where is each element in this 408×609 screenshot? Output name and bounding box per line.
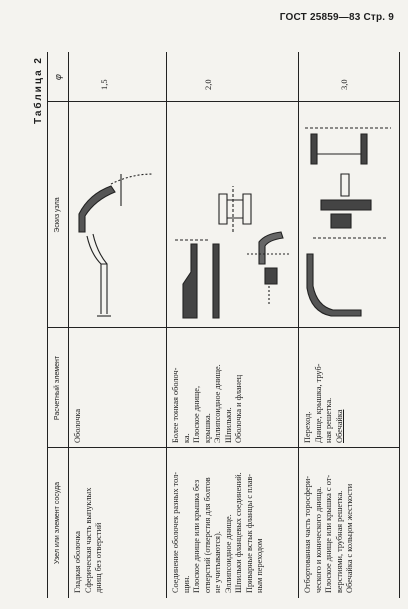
node-line: ческого и конического днища. [313, 486, 323, 593]
element-line: Днище, крышка, труб- [313, 363, 323, 443]
node-line: ным переходом [255, 538, 264, 593]
calc-element [299, 328, 345, 448]
node-line: Соединение оболочек разных тол- [171, 471, 180, 593]
element-line: ная решетка. [324, 397, 333, 443]
element-line: Эллипсоидное днище. [213, 364, 222, 443]
node-line: Приварные встык фланцы с плав- [244, 473, 254, 593]
element-line: Переход. [303, 411, 312, 443]
element-line: ка. [181, 433, 191, 443]
node-sketch-torospherical-head [301, 106, 395, 324]
node-sketch-smooth-shell [71, 106, 163, 324]
calc-element [167, 328, 245, 448]
node-line: Гладкая оболочка [73, 531, 82, 593]
node-line: Эллипсоидное днище. [223, 514, 233, 593]
node-line: Отбортованная часть торосфери- [303, 475, 312, 593]
table-row [167, 52, 298, 598]
element-line: крышка. [202, 413, 212, 443]
node-sketch-shell-joints [169, 106, 295, 324]
node-line: отверстий (отверстия для болтов [202, 477, 212, 593]
node-line: днищ без отверстий [94, 522, 103, 593]
table-row [299, 52, 399, 598]
phi-value: 1,5 [99, 79, 109, 90]
col-header-node: Узел или элемент сосуда [54, 481, 61, 565]
col-header-phi: φ [53, 74, 63, 80]
col-header-element: Расчетный элемент [54, 355, 61, 421]
table-caption: Таблица 2 [33, 56, 44, 125]
node-line: не учитываются). [213, 531, 222, 593]
page-header: ГОСТ 25859—83 Стр. 9 [279, 12, 394, 23]
table-row [69, 52, 166, 598]
node-description [299, 448, 356, 598]
element-line: Обечайка [334, 409, 344, 443]
node-line: Сферическая часть выпуклых [83, 487, 93, 593]
node-line: Шпильки фланцевых соединений. [234, 472, 243, 593]
node-line: верстиями, трубная решетка. [334, 490, 344, 593]
rotated-table-region [27, 52, 398, 598]
col-header-sketch: Эскиз узла [54, 197, 61, 233]
phi-value: 3,0 [339, 79, 349, 90]
element-line: Оболочка и фланец [234, 374, 243, 443]
table-header-row [48, 52, 69, 598]
node-line: Плоское днище или крышка с от- [324, 474, 333, 593]
element-line: Более тонкая оболоч- [171, 367, 180, 443]
phi-value: 2,0 [203, 79, 213, 90]
node-description [69, 448, 105, 598]
element-line: Шпильки. [223, 407, 233, 443]
node-line: щин. [181, 575, 191, 593]
node-line: Плоское днище или крышка без [192, 479, 201, 593]
calc-element [69, 328, 84, 448]
stress-coefficient-table [47, 52, 400, 598]
node-line: Обечайка с кольцом жесткости [345, 483, 354, 593]
node-description [167, 448, 266, 598]
element-line: Плоское днище, [192, 385, 201, 443]
element-line: Оболочка [73, 408, 82, 443]
